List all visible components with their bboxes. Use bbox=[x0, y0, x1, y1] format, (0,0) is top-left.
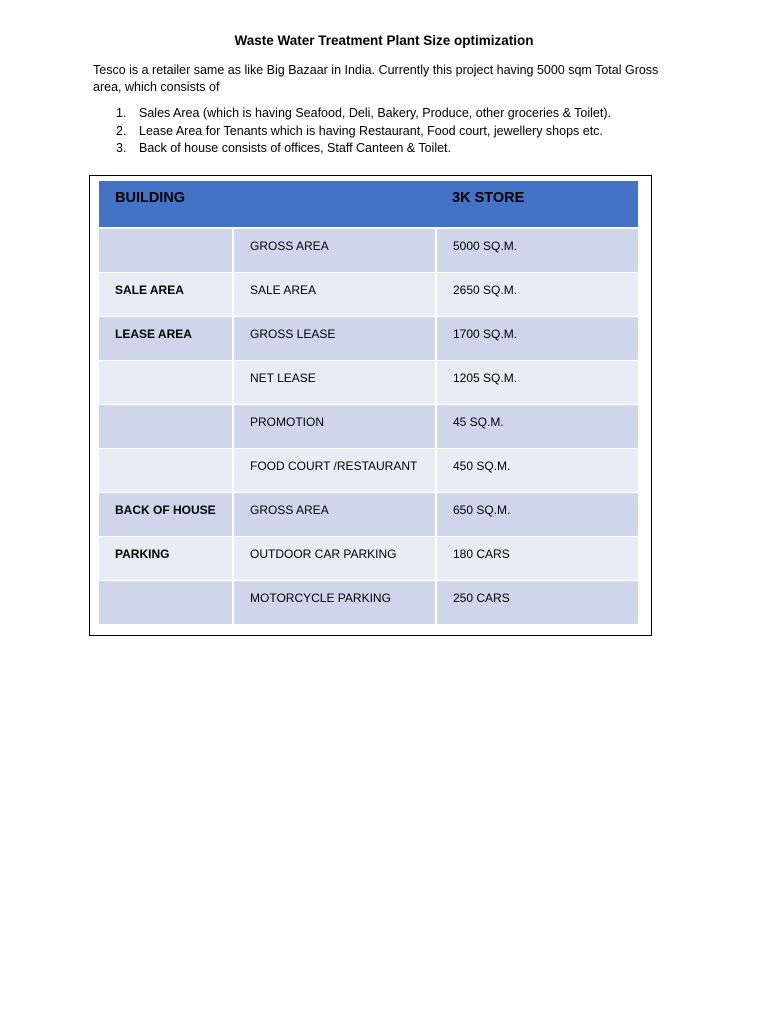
building-cell bbox=[99, 448, 233, 492]
building-cell: LEASE AREA bbox=[99, 316, 233, 360]
item-cell: PROMOTION bbox=[233, 404, 436, 448]
item-cell: GROSS AREA bbox=[233, 492, 436, 536]
value-cell: 650 SQ.M. bbox=[436, 492, 638, 536]
value-cell: 250 CARS bbox=[436, 580, 638, 624]
building-cell bbox=[99, 404, 233, 448]
list-item bbox=[116, 105, 611, 123]
table-row bbox=[99, 448, 638, 492]
header-blank bbox=[233, 181, 436, 228]
list-item-text: Lease Area for Tenants which is having Restaurant, Food court, jewellery shops etc. bbox=[139, 123, 603, 138]
value-cell: 180 CARS bbox=[436, 536, 638, 580]
header-building: BUILDING bbox=[99, 181, 233, 228]
list-item-number: 1. bbox=[116, 106, 127, 120]
building-cell: SALE AREA bbox=[99, 272, 233, 316]
item-cell: OUTDOOR CAR PARKING bbox=[233, 536, 436, 580]
item-cell: SALE AREA bbox=[233, 272, 436, 316]
building-cell bbox=[99, 580, 233, 624]
item-cell: GROSS AREA bbox=[233, 228, 436, 272]
table-row bbox=[99, 272, 638, 316]
item-cell: FOOD COURT /RESTAURANT bbox=[233, 448, 436, 492]
table-row bbox=[99, 360, 638, 404]
building-cell: BACK OF HOUSE bbox=[99, 492, 233, 536]
area-list bbox=[116, 105, 611, 158]
list-item-text: Sales Area (which is having Seafood, Deli, Bakery, Produce, other groceries & Toilet). bbox=[139, 106, 611, 120]
list-item-number: 2. bbox=[116, 123, 127, 138]
table-row bbox=[99, 316, 638, 360]
building-area-table bbox=[99, 181, 638, 625]
value-cell: 5000 SQ.M. bbox=[436, 228, 638, 272]
document-title: Waste Water Treatment Plant Size optimization bbox=[234, 33, 534, 48]
table-row bbox=[99, 580, 638, 624]
list-item bbox=[116, 140, 611, 158]
list-item-text: Back of house consists of offices, Staff Canteen & Toilet. bbox=[139, 141, 451, 155]
list-item bbox=[116, 123, 611, 141]
value-cell: 1205 SQ.M. bbox=[436, 360, 638, 404]
table-row bbox=[99, 492, 638, 536]
building-cell: PARKING bbox=[99, 536, 233, 580]
list-item-number: 3. bbox=[116, 141, 127, 155]
building-cell bbox=[99, 360, 233, 404]
table-row bbox=[99, 228, 638, 272]
intro-paragraph: Tesco is a retailer same as like Big Bazaar in India. Currently this project having 5000 sqm Total Gross area, which consists of bbox=[93, 63, 659, 94]
value-cell: 2650 SQ.M. bbox=[436, 272, 638, 316]
table-row bbox=[99, 404, 638, 448]
value-cell: 45 SQ.M. bbox=[436, 404, 638, 448]
item-cell: MOTORCYCLE PARKING bbox=[233, 580, 436, 624]
building-cell bbox=[99, 228, 233, 272]
table-row bbox=[99, 536, 638, 580]
item-cell: NET LEASE bbox=[233, 360, 436, 404]
value-cell: 1700 SQ.M. bbox=[436, 316, 638, 360]
value-cell: 450 SQ.M. bbox=[436, 448, 638, 492]
table-header-row bbox=[99, 181, 638, 228]
header-3k-store: 3K STORE bbox=[436, 181, 638, 228]
item-cell: GROSS LEASE bbox=[233, 316, 436, 360]
table-body bbox=[99, 228, 638, 624]
